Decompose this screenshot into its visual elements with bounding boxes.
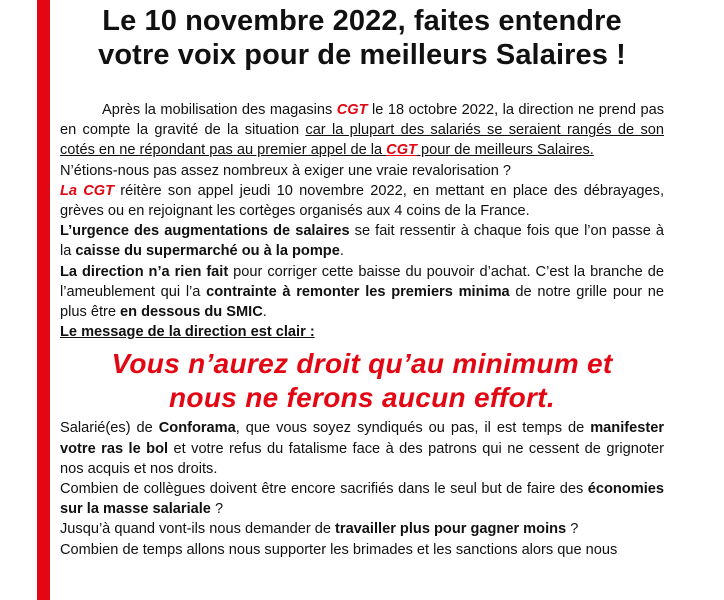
p7-text-1: Salarié(es) de [60, 420, 159, 437]
title-line-1: Le 10 novembre 2022, faites entendre [102, 5, 622, 37]
title-line-2: votre voix pour de meilleurs Salaires ! [98, 39, 626, 71]
p9-text-1: Jusqu’à quand vont-ils nous demander de [60, 521, 336, 538]
tract-page [60, 0, 664, 560]
p5-bold-2: contrainte à remonter les premiers minima [206, 283, 510, 300]
paragraph-direction [60, 262, 664, 323]
p5-bold-1: La direction n’a rien fait [60, 263, 229, 280]
p8-bold-1: économies sur la masse salariale [60, 481, 664, 518]
p4-bold-1: L’urgence des augmentations de salaires [60, 223, 350, 240]
p7-bold-2: manifester votre ras le bol [60, 420, 664, 457]
p7-bold-1: Conforama [158, 420, 236, 437]
paragraph-collegues [60, 479, 664, 519]
paragraph-urgence [60, 221, 664, 261]
paragraph-message: Le message de la direction est clair : [60, 324, 315, 341]
paragraph-brimades: Combien de temps allons nous supporter les brimades et les sanctions alors que nous [60, 541, 618, 558]
p1-underlined-b: pour de meilleurs Salaires. [416, 142, 594, 159]
paragraph-appel [60, 181, 664, 221]
tract-body [60, 100, 664, 560]
p9-text-2: ? [566, 521, 579, 538]
p4-text-1: se fait ressentir à chaque fois que l’on passe à la [60, 223, 664, 260]
p3-text: réitère son appel jeudi 10 novembre 2022, en mettant en place des débrayages, grèves ou en rejoignant les cortèges organisés aux 4 coins de la France. [60, 182, 665, 220]
slogan-line-2: nous ne ferons aucun effort. [169, 382, 555, 414]
p7-text-2: , que vous soyez syndiqués ou pas, il est temps de [235, 420, 591, 437]
paragraph-mobilisation [60, 100, 664, 161]
p1-underlined-a: car la plupart des salariés se seraient rangés de son cotés en ne répondant pas au premier appel de la [60, 122, 664, 159]
p8-text-2: ? [210, 501, 224, 518]
tract-title [60, 4, 664, 72]
p9-bold-1: travailler plus pour gagner moins [335, 521, 567, 538]
p7-text-3: et votre refus du fatalisme face à des patrons qui ne cessent de grignoter nos acquis et nos droits. [60, 440, 664, 477]
slogan-line-1: Vous n’aurez droit qu’au minimum et [111, 348, 613, 380]
p1-text-b: le 18 octobre 2022, la direction ne prend pas en compte la gravité de la situation [60, 102, 664, 139]
red-margin-bar [37, 0, 50, 600]
slogan [60, 347, 664, 415]
p5-text-1: pour corriger cette baisse du pouvoir d’achat. C’est la branche de l’ameublement qui l’a [60, 263, 664, 300]
paragraph-travailler [60, 519, 664, 539]
cgt-label-underlined: CGT [386, 142, 417, 159]
paragraph-question: N’étions-nous pas assez nombreux à exiger une vraie revalorisation ? [60, 162, 512, 179]
p1-text-a: Après la mobilisation des magasins [102, 102, 337, 118]
p5-text-2: de notre grille pour ne plus être [60, 283, 665, 321]
paragraph-salaries [60, 418, 664, 479]
p4-text-2: . [339, 243, 344, 260]
la-cgt-label: La CGT [60, 182, 115, 199]
p5-bold-3: en dessous du SMIC [120, 304, 263, 321]
p4-bold-2: caisse du supermarché ou à la pompe [75, 243, 340, 260]
p8-text-1: Combien de collègues doivent être encore sacrifiés dans le seul but de faire des [60, 481, 588, 498]
cgt-label: CGT [336, 102, 368, 118]
p5-text-3: . [262, 304, 267, 321]
